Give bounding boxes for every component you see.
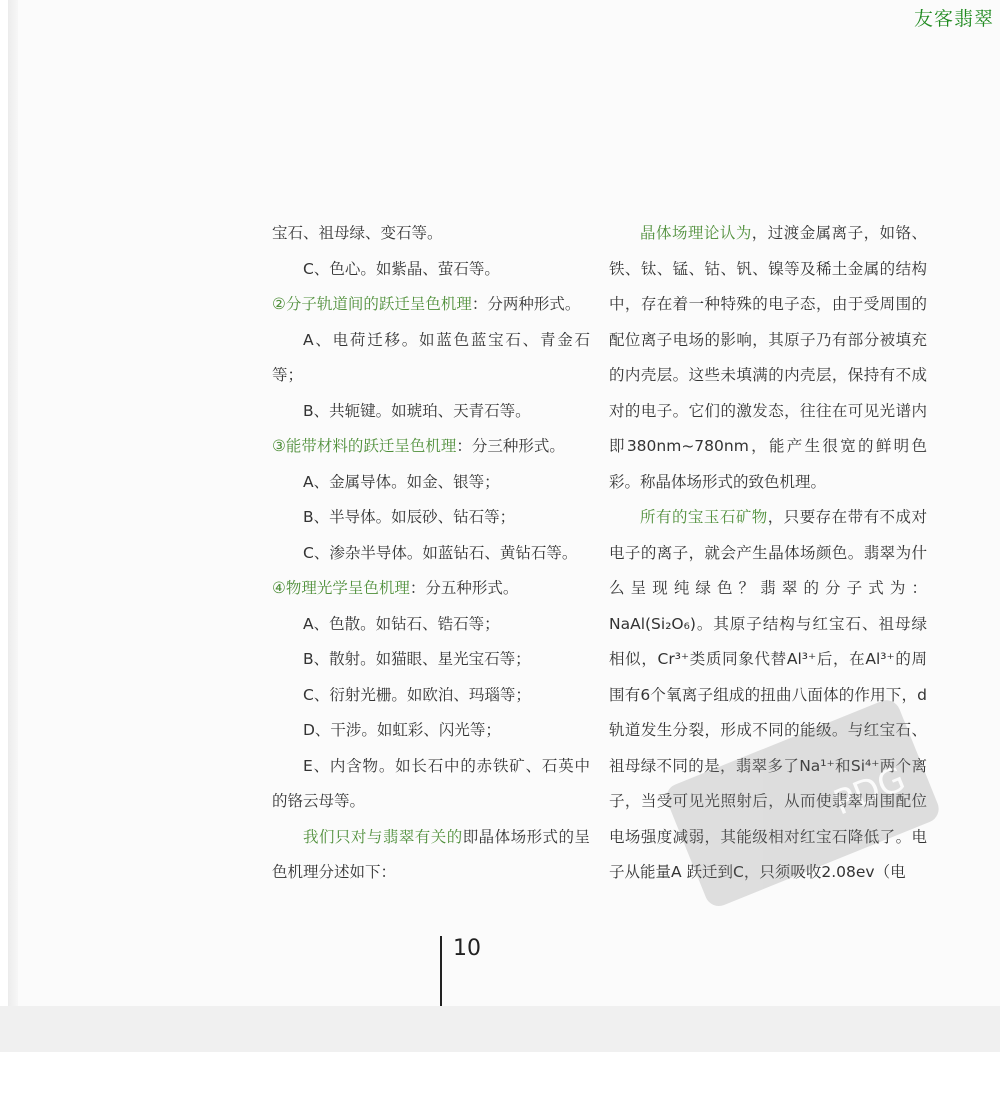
right-column xyxy=(609,216,927,891)
body-text: 即晶体场形式的呈色机理分述如下： xyxy=(272,827,590,881)
left-column xyxy=(272,216,590,891)
body-text: ：分两种形式。 xyxy=(471,295,581,313)
paragraph xyxy=(272,713,590,749)
body-text: A、电荷迁移。如蓝色蓝宝石、青金石等； xyxy=(272,330,590,384)
body-text: ：分三种形式。 xyxy=(456,437,565,455)
paragraph xyxy=(272,642,590,678)
body-text: C、色心。如紫晶、萤石等。 xyxy=(303,259,500,278)
page-spine-shadow xyxy=(8,0,18,1006)
body-text: A、金属导体。如金、银等； xyxy=(303,472,500,491)
body-text: E、内含物。如长石中的赤铁矿、石英中的铬云母等。 xyxy=(272,756,590,810)
paragraph xyxy=(272,820,590,891)
folio-rule xyxy=(440,936,442,1006)
highlighted-heading: 晶体场理论认为 xyxy=(640,224,752,242)
paragraph xyxy=(272,571,590,607)
highlighted-heading: 我们只对与翡翠有关的 xyxy=(303,827,463,846)
body-text: B、半导体。如辰砂、钻石等； xyxy=(303,508,516,526)
paragraph xyxy=(272,323,590,394)
paragraph xyxy=(272,678,590,714)
highlighted-heading: ③能带材料的跃迁呈色机理 xyxy=(272,437,457,455)
paragraph xyxy=(272,429,590,465)
paragraph xyxy=(272,216,590,252)
paragraph xyxy=(272,500,590,536)
body-text: ，只要存在带有不成对电子的离子，就会产生晶体场颜色。翡翠为什么呈现纯绿色？翡翠的分子式为：NaAl(Si₂O₆)。其原子结构与红宝石、祖母绿相似，Cr³⁺类质同象代替Al³⁺后，在Al³⁺的周围有6个氧离子组成的扭曲八面体的作用下，d轨道发生分裂，形成不同的能级。与红宝石、祖母绿不同的是，翡翠多了Na¹⁺和Si⁴⁺两个离子，当受可见光照射后，从而使翡翠周围配位电场强度减弱，其能级相对红宝石降低了。电子从能量A 跃迁到C，只须吸收2.08ev（电 xyxy=(609,508,927,881)
watermark-text: 友客翡翠 xyxy=(913,8,994,30)
highlighted-heading: ②分子轨道间的跃迁呈色机理 xyxy=(272,295,472,313)
page-bottom-edge xyxy=(0,1006,1000,1052)
paragraph xyxy=(272,465,590,501)
paragraph xyxy=(272,287,590,323)
body-text: 宝石、祖母绿、变石等。 xyxy=(272,224,443,242)
paragraph xyxy=(272,394,590,430)
paragraph xyxy=(272,536,590,572)
highlighted-heading: ④物理光学呈色机理 xyxy=(272,579,410,597)
body-text: ：分五种形式。 xyxy=(409,579,519,597)
body-text: ，过渡金属离子，如铬、铁、钛、锰、钴、钒、镍等及稀土金属的结构中，存在着一种特殊的电子态，由于受周围的配位离子电场的影响，其原子乃有部分被填充的内壳层。这些未填满的内壳层，保持有不成对的电子。它们的激发态，往往在可见光谱内即380nm~780nm，能产生很宽的鲜明色彩。称晶体场形式的致色机理。 xyxy=(609,224,927,491)
body-text: A、色散。如钻石、锆石等； xyxy=(303,614,500,633)
paragraph xyxy=(609,216,927,500)
body-text: D、干涉。如虹彩、闪光等； xyxy=(303,721,501,739)
paragraph xyxy=(272,607,590,643)
paragraph xyxy=(609,500,927,891)
stamp-text: PDG xyxy=(828,758,911,824)
body-text: C、渗杂半导体。如蓝钻石、黄钻石等。 xyxy=(303,543,578,562)
body-text: C、衍射光栅。如欧泊、玛瑙等； xyxy=(303,685,531,704)
body-text: B、散射。如猫眼、星光宝石等； xyxy=(303,650,531,668)
body-text: B、共轭键。如琥珀、天青石等。 xyxy=(303,401,531,420)
paragraph xyxy=(272,749,590,820)
highlighted-heading: 所有的宝玉石矿物 xyxy=(640,508,768,526)
page-number: 10 xyxy=(453,936,481,961)
paragraph xyxy=(272,252,590,288)
